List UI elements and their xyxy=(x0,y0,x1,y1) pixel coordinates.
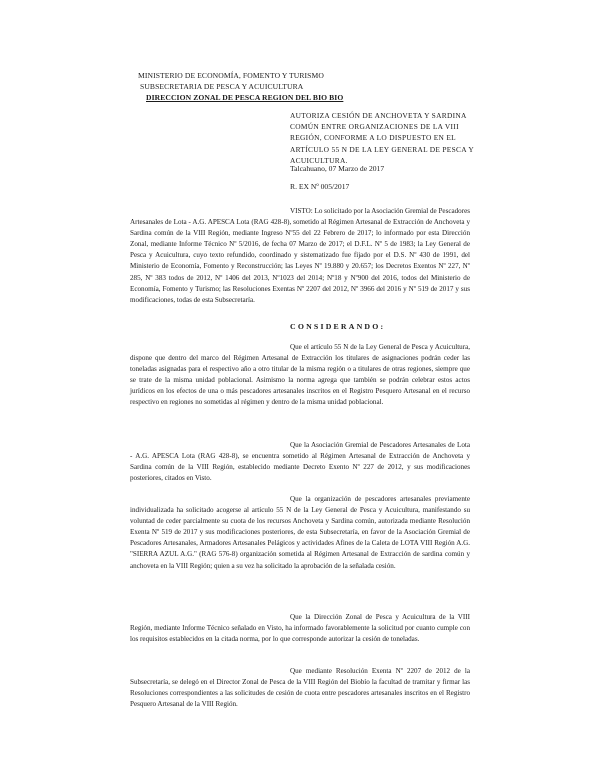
subsecretaria-name: SUBSECRETARIA DE PESCA Y ACUICULTURA xyxy=(140,82,304,91)
resolution-title: AUTORIZA CESIÓN DE ANCHOVETA Y SARDINA COMÚN ENTRE ORGANIZACIONES DE LA VIII REGIÓN, CONFORME A LO DISPUESTO EN EL ARTÍCULO 55 N DE LA LEY GENERAL DE PESCA Y ACUICULTURA. xyxy=(290,111,474,165)
direccion-zonal-name: DIRECCION ZONAL DE PESCA REGION DEL BIO BIO xyxy=(146,93,344,102)
considerando-paragraph-5: Que mediante Resolución Exenta Nº 2207 de 2012 de la Subsecretaría, se delegó en el Director Zonal de Pesca de la VIII Región del Biobío la facultad de tramitar y firmar las Resoluciones correspondientes a las solicitudes de cesión de cuota entre pescadores artesanales inscritos en el Registro Pesquero Artesanal de la VIII Región. xyxy=(130,667,470,709)
letterhead xyxy=(138,70,438,103)
considerando-paragraph-3: Que la organización de pescadores artesanales previamente individualizada ha solicitado acogerse al artículo 55 N de la Ley General de Pesca y Acuicultura, manifestando su voluntad de ceder parcialmente su cuota de los recursos Anchoveta y Sardina común, autorizada mediante Resolución Exenta Nº 519 de 2017 y sus modificaciones posteriores, de esta Subsecretaría, en favor de la Asociación Gremial de Pescadores Artesanales, Armadores Artesanales Pelágicos y actividades Afines de la Caleta de LOTA VIII Región A.G. "SIERRA AZUL A.G." (RAG 576-8) organización sometida al Régimen Artesanal de Extracción de sardina común y anchoveta en la VIII Región; quien a su vez ha solicitado la aprobación de la señalada cesión. xyxy=(130,495,470,570)
ministry-name: MINISTERIO DE ECONOMÍA, FOMENTO Y TURISMO xyxy=(138,71,324,80)
considerando-paragraph-4: Que la Dirección Zonal de Pesca y Acuicultura de la VIII Región, mediante Informe Técnico señalado en Visto, ha informado favorablemente la solicitud por cuanto cumple con los requisitos establecidos en la citada norma, por lo que corresponde autorizar la cesión de toneladas. xyxy=(130,613,470,644)
considerando-paragraph-2: Que la Asociación Gremial de Pescadores Artesanales de Lota - A.G. APESCA Lota (RAG 428-8), se encuentra sometido al Régimen Artesanal de Extracción de Anchoveta y Sardina común de la VIII Región, establecido mediante Decreto Exento Nº 227 de 2012, y sus modificaciones posteriores, citados en Visto. xyxy=(130,441,470,483)
considerando-heading: CONSIDERANDO: xyxy=(290,322,386,331)
resolution-number: R. EX Nº 005/2017 xyxy=(290,182,350,191)
visto-paragraph: VISTO: Lo solicitado por la Asociación Gremial de Pescadores Artesanales de Lota - A.G. APESCA Lota (RAG 428-8), sometido al Régimen Artesanal de Extracción de Anchoveta y Sardina común de la VIII Región, mediante Ingreso Nº55 del 22 Febrero de 2017; lo informado por esta Dirección Zonal, mediante Informe Técnico Nº 5/2016, de fecha 07 Marzo de 2017; el D.F.L. Nº 5 de 1983; la Ley General de Pesca y Acuicultura, cuyo texto refundido, coordinado y sistematizado fue fijado por el D.S. Nº 430 de 1991, del Ministerio de Economía, Fomento y Reconstrucción; las Leyes Nº 19.880 y 20.657; los Decretos Exentos Nº 227, Nº 285, Nº 383 todos de 2012, Nº 1406 del 2013, Nº1023 del 2014; Nº18 y Nº900 del 2016, todos del Ministerio de Economía, Fomento y Turismo; las Resoluciones Exentas Nº 2207 del 2012, Nº 3966 del 2016 y Nº 519 de 2017 y sus modificaciones, todas de esta Subsecretaría. xyxy=(130,207,470,304)
resolution-date: Talcahuano, 07 Marzo de 2017 xyxy=(290,164,385,173)
considerando-paragraph-1: Que el artículo 55 N de la Ley General de Pesca y Acuicultura, dispone que dentro del marco del Régimen Artesanal de Extracción los titulares de asignaciones podrán ceder las toneladas asignadas para el respectivo año a otro titular de la misma región o a titulares de otras regiones, siempre que se trate de la misma unidad poblacional. Asimismo la norma agrega que también se podrán celebrar estos actos jurídicos en los efectos de una o más pescadores artesanales inscritos en el Registro Pesquero Artesanal en el recurso respectivo en regiones no sometidas al régimen y dentro de la misma unidad poblacional. xyxy=(130,343,470,407)
